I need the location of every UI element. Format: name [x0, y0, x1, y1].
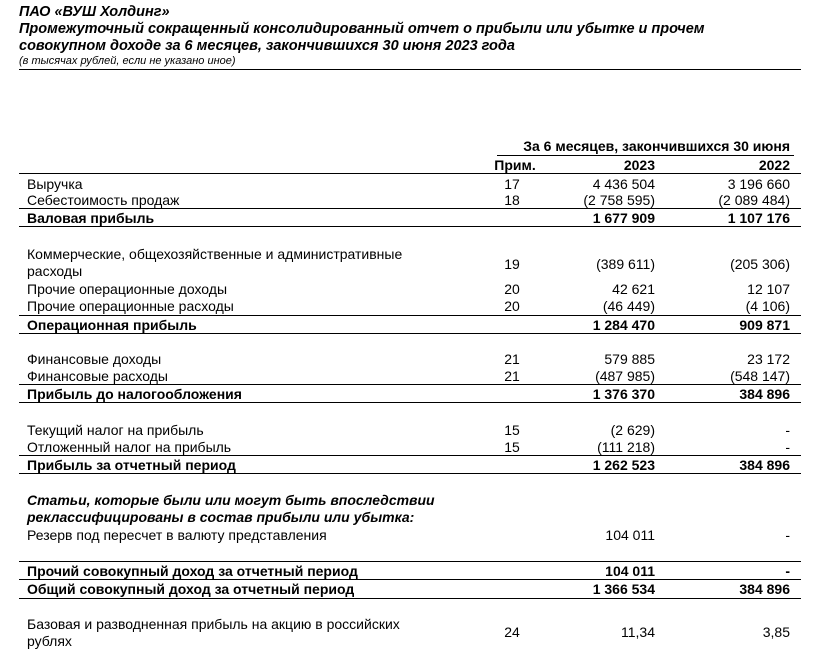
- tci-bottom-rule: [19, 598, 801, 599]
- profit-period-bottom-rule: [19, 473, 801, 474]
- row-2023-gross-profit: 1 677 909: [592, 210, 655, 226]
- row-2023-other-op-income: 42 621: [612, 281, 655, 297]
- row-2023-sga: (389 611): [596, 256, 655, 272]
- row-2023-finance-expenses: (487 985): [595, 368, 655, 384]
- row-label-other-op-income: Прочие операционные доходы: [27, 281, 228, 297]
- row-label-total-comprehensive-income: Общий совокупный доход за отчетный период: [27, 581, 355, 597]
- row-2022-other-comprehensive-income: -: [785, 563, 790, 579]
- row-label-deferred-tax: Отложенный налог на прибыль: [27, 439, 232, 455]
- company-name: ПАО «ВУШ Холдинг»: [19, 4, 170, 20]
- row-2022-total-comprehensive-income: 384 896: [739, 581, 790, 597]
- gross-profit-bottom-rule: [19, 226, 801, 227]
- row-label-sga: Коммерческие, общехозяйственные и административные: [27, 246, 403, 262]
- row-label-revenue: Выручка: [27, 176, 83, 192]
- oci-top-rule: [19, 561, 801, 562]
- report-title-line1: Промежуточный сокращенный консолидированный отчет о прибыли или убытке и прочем: [19, 21, 705, 37]
- row-2022-eps: 3,85: [762, 624, 790, 640]
- oci-section-heading-line2: реклассифицированы в состав прибыли или убытка:: [27, 509, 415, 525]
- units-note: (в тысячах рублей, если не указано иное): [19, 55, 236, 67]
- row-2023-deferred-tax: (111 218): [597, 439, 655, 455]
- row-2022-sga: (205 306): [730, 256, 790, 272]
- row-note-current-tax: 15: [504, 422, 520, 438]
- row-note-cost-of-sales: 18: [504, 192, 520, 208]
- row-note-deferred-tax: 15: [504, 439, 520, 455]
- row-2023-profit-before-tax: 1 376 370: [592, 386, 655, 402]
- gross-profit-top-rule: [19, 208, 801, 209]
- col-header-2023: 2023: [623, 157, 655, 173]
- row-label-sga-line2: расходы: [27, 263, 83, 279]
- row-2023-finance-income: 579 885: [604, 351, 655, 367]
- operating-profit-bottom-rule: [19, 333, 801, 334]
- row-2023-other-comprehensive-income: 104 011: [605, 563, 655, 579]
- row-label-other-op-expenses: Прочие операционные расходы: [27, 298, 234, 314]
- row-2022-deferred-tax: -: [785, 439, 790, 455]
- row-2022-other-op-income: 12 107: [747, 281, 790, 297]
- pbt-top-rule: [19, 384, 801, 385]
- profit-period-top-rule: [19, 455, 801, 456]
- operating-profit-top-rule: [19, 315, 801, 316]
- row-label-profit-for-period: Прибыль за отчетный период: [27, 457, 236, 473]
- row-2023-translation-reserve: 104 011: [605, 527, 655, 543]
- row-label-eps-line2: рублях: [27, 633, 72, 649]
- row-2023-current-tax: (2 629): [610, 422, 655, 438]
- table-top-rule: [19, 173, 801, 174]
- row-note-finance-expenses: 21: [504, 368, 520, 384]
- row-label-gross-profit: Валовая прибыль: [27, 210, 155, 226]
- row-2022-revenue: 3 196 660: [727, 176, 790, 192]
- row-note-finance-income: 21: [504, 351, 520, 367]
- row-2022-translation-reserve: -: [785, 527, 790, 543]
- period-header: За 6 месяцев, закончившихся 30 июня: [523, 138, 790, 154]
- row-2022-finance-expenses: (548 147): [730, 368, 790, 384]
- row-label-other-comprehensive-income: Прочий совокупный доход за отчетный период: [27, 563, 358, 579]
- row-2023-total-comprehensive-income: 1 366 534: [592, 581, 655, 597]
- pbt-bottom-rule: [19, 402, 801, 403]
- row-note-eps: 24: [504, 624, 520, 640]
- row-note-revenue: 17: [504, 176, 520, 192]
- row-label-operating-profit: Операционная прибыль: [27, 317, 197, 333]
- row-label-eps: Базовая и разводненная прибыль на акцию в российских: [27, 616, 400, 632]
- row-2022-gross-profit: 1 107 176: [727, 210, 790, 226]
- tci-top-rule: [19, 579, 801, 580]
- row-2022-finance-income: 23 172: [747, 351, 790, 367]
- row-2023-operating-profit: 1 284 470: [592, 317, 655, 333]
- row-note-other-op-income: 20: [504, 281, 520, 297]
- row-label-cost-of-sales: Себестоимость продаж: [27, 192, 180, 208]
- row-label-finance-income: Финансовые доходы: [27, 351, 162, 367]
- row-2022-profit-before-tax: 384 896: [739, 386, 790, 402]
- row-2023-other-op-expenses: (46 449): [602, 298, 655, 314]
- row-2023-eps: 11,34: [621, 624, 655, 640]
- row-label-profit-before-tax: Прибыль до налогообложения: [27, 386, 242, 402]
- row-label-finance-expenses: Финансовые расходы: [27, 368, 168, 384]
- oci-section-heading: Статьи, которые были или могут быть впоследствии: [27, 492, 435, 508]
- period-header-rule: [497, 155, 794, 156]
- row-note-sga: 19: [504, 256, 520, 272]
- row-2023-revenue: 4 436 504: [592, 176, 655, 192]
- row-2022-operating-profit: 909 871: [739, 317, 790, 333]
- row-2022-current-tax: -: [785, 422, 790, 438]
- row-2022-cost-of-sales: (2 089 484): [718, 192, 790, 208]
- row-2022-other-op-expenses: (4 106): [745, 298, 790, 314]
- col-header-note: Прим.: [494, 157, 536, 173]
- col-header-2022: 2022: [758, 157, 790, 173]
- row-2023-cost-of-sales: (2 758 595): [583, 192, 655, 208]
- header-rule: [19, 69, 801, 70]
- row-note-other-op-expenses: 20: [504, 298, 520, 314]
- row-2023-profit-for-period: 1 262 523: [592, 457, 655, 473]
- row-label-translation-reserve: Резерв под пересчет в валюту представления: [27, 527, 327, 543]
- row-2022-profit-for-period: 384 896: [739, 457, 790, 473]
- row-label-current-tax: Текущий налог на прибыль: [27, 422, 204, 438]
- report-title-line2: совокупном доходе за 6 месяцев, закончившихся 30 июня 2023 года: [19, 38, 515, 54]
